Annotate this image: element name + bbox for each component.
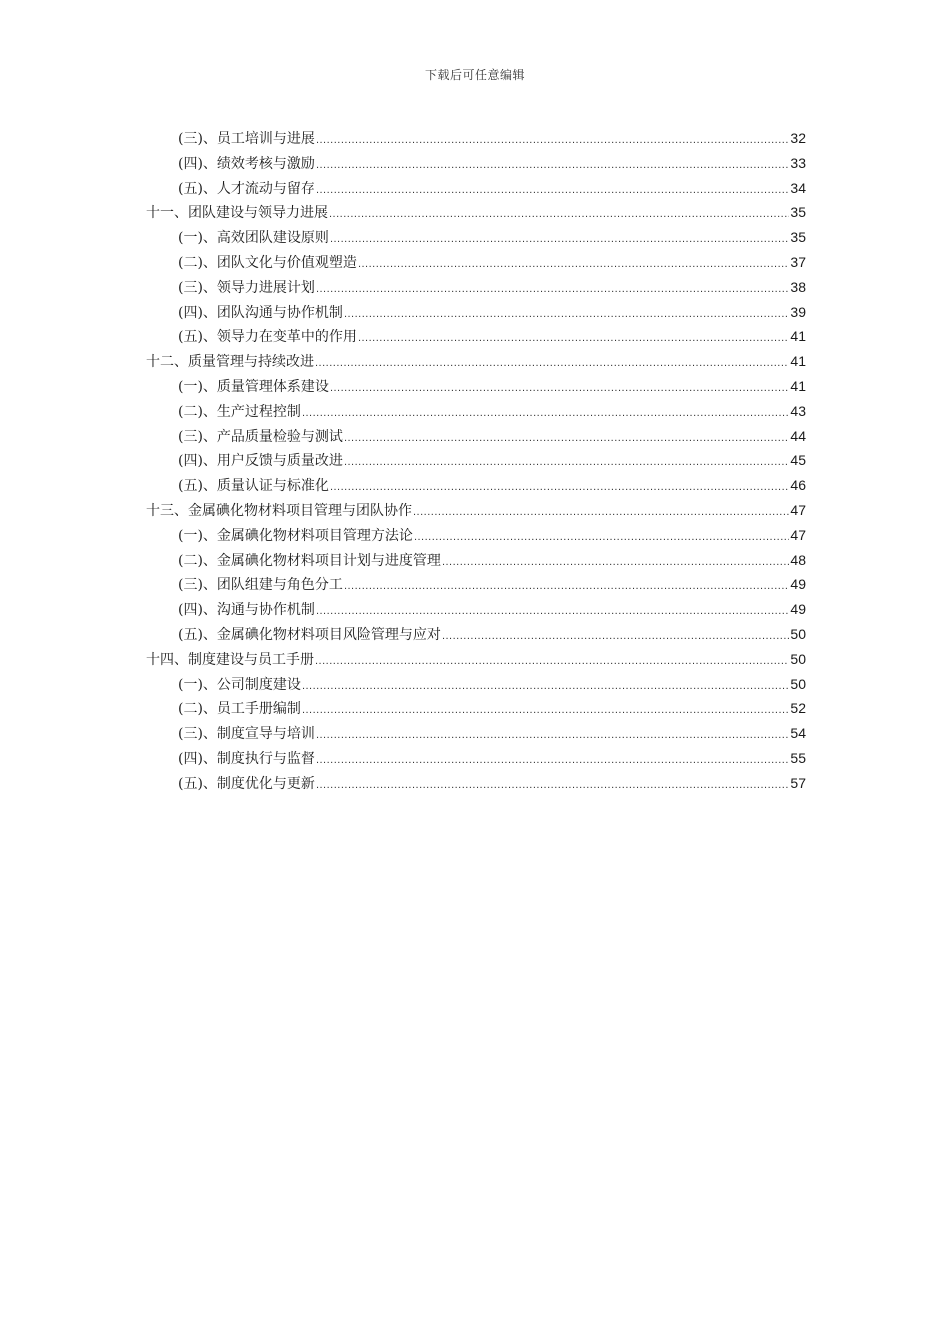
toc-entry-page[interactable]: 34 [790, 179, 806, 196]
toc-entry-page[interactable]: 43 [790, 402, 806, 419]
toc-dot-leader [413, 500, 789, 524]
toc-section-entry[interactable] [146, 498, 806, 522]
toc-entry[interactable] [178, 523, 806, 547]
toc-dot-leader [344, 450, 789, 474]
toc-dot-leader [344, 426, 789, 450]
toc-entry-title[interactable]: (四)、绩效考核与激励 [178, 155, 315, 172]
toc-entry-page[interactable]: 50 [790, 650, 806, 667]
toc-dot-leader [358, 252, 789, 276]
toc-dot-leader [315, 351, 789, 375]
toc-entry-title[interactable]: (二)、生产过程控制 [178, 403, 301, 420]
toc-dot-leader [329, 202, 789, 226]
toc-entry-title[interactable]: (二)、金属碘化物材料项目计划与进度管理 [178, 552, 441, 569]
toc-entry[interactable] [178, 572, 806, 596]
toc-entry-page[interactable]: 35 [790, 229, 806, 246]
toc-entry[interactable] [178, 746, 806, 770]
toc-entry[interactable] [178, 548, 806, 572]
toc-entry-title[interactable]: (一)、高效团队建设原则 [178, 230, 329, 247]
toc-entry[interactable] [178, 275, 806, 299]
toc-entry-title[interactable]: (四)、团队沟通与协作机制 [178, 304, 343, 321]
toc-dot-leader [414, 525, 789, 549]
toc-entry[interactable] [178, 225, 806, 249]
toc-entry[interactable] [178, 300, 806, 324]
toc-entry[interactable] [178, 771, 806, 795]
toc-entry-page[interactable]: 48 [790, 551, 806, 568]
toc-entry-page[interactable]: 47 [790, 526, 806, 543]
toc-entry[interactable] [178, 399, 806, 423]
toc-entry[interactable] [178, 250, 806, 274]
toc-entry-title[interactable]: (三)、员工培训与进展 [178, 131, 315, 147]
toc-entry-page[interactable]: 32 [790, 130, 806, 146]
toc-entry-page[interactable]: 54 [790, 725, 806, 742]
toc-entry-page[interactable]: 37 [790, 254, 806, 270]
toc-entry[interactable] [178, 473, 806, 497]
toc-entry-title[interactable]: (一)、金属碘化物材料项目管理方法论 [178, 527, 413, 544]
toc-dot-leader [442, 550, 789, 574]
toc-entry-page[interactable]: 44 [790, 427, 806, 444]
toc-entry[interactable] [178, 597, 806, 621]
toc-entry-title[interactable]: (一)、质量管理体系建设 [178, 379, 329, 395]
toc-entry[interactable] [178, 721, 806, 745]
toc-entry[interactable] [178, 424, 806, 448]
toc-entry-page[interactable]: 38 [790, 278, 806, 295]
toc-entry-title[interactable]: 十一、团队建设与领导力进展 [146, 205, 328, 222]
toc-entry[interactable] [178, 672, 806, 696]
toc-entry-page[interactable]: 41 [790, 328, 806, 345]
toc-entry-page[interactable]: 41 [790, 378, 806, 394]
toc-entry-title[interactable]: (二)、员工手册编制 [178, 701, 301, 718]
toc-entry-title[interactable]: (三)、产品质量检验与测试 [178, 428, 343, 445]
toc-entry-title[interactable]: 十三、金属碘化物材料项目管理与团队协作 [146, 503, 412, 519]
toc-entry[interactable] [178, 696, 806, 720]
toc-entry-page[interactable]: 55 [790, 750, 806, 766]
toc-dot-leader [316, 773, 789, 797]
toc-dot-leader [316, 748, 789, 772]
toc-entry[interactable] [178, 176, 806, 200]
toc-entry-page[interactable]: 57 [790, 774, 806, 791]
toc-entry-page[interactable]: 49 [790, 576, 806, 593]
toc-entry-title[interactable]: (五)、人才流动与留存 [178, 180, 315, 197]
toc-dot-leader [316, 153, 789, 177]
toc-dot-leader [302, 698, 789, 722]
toc-entry-title[interactable]: (五)、制度优化与更新 [178, 775, 315, 792]
toc-entry-page[interactable]: 47 [790, 502, 806, 518]
toc-entry-page[interactable]: 49 [790, 601, 806, 618]
toc-entry-title[interactable]: (三)、制度宣导与培训 [178, 726, 315, 743]
toc-dot-leader [330, 376, 789, 400]
toc-dot-leader [330, 475, 789, 499]
toc-entry-title[interactable]: (四)、沟通与协作机制 [178, 602, 315, 619]
toc-entry-title[interactable]: (五)、金属碘化物材料项目风险管理与应对 [178, 627, 441, 643]
toc-entry-title[interactable]: (三)、领导力进展计划 [178, 279, 315, 296]
toc-entry-page[interactable]: 41 [790, 353, 806, 370]
toc-section-entry[interactable] [146, 200, 806, 224]
toc-section-entry[interactable] [146, 349, 806, 373]
toc-entry-title[interactable]: (四)、制度执行与监督 [178, 751, 315, 767]
toc-entry-page[interactable]: 33 [790, 154, 806, 171]
toc-dot-leader [344, 302, 789, 326]
toc-dot-leader [344, 574, 789, 598]
toc-dot-leader [316, 178, 789, 202]
toc-entry[interactable] [178, 151, 806, 175]
toc-entry[interactable] [178, 448, 806, 472]
toc-dot-leader [358, 326, 789, 350]
toc-dot-leader [316, 128, 789, 152]
toc-entry-title[interactable]: (五)、质量认证与标准化 [178, 478, 329, 495]
page-header: 下载后可任意编辑 [424, 68, 525, 82]
toc-entry-title[interactable]: 十二、质量管理与持续改进 [146, 354, 314, 371]
toc-entry-title[interactable]: (五)、领导力在变革中的作用 [178, 329, 357, 346]
toc-dot-leader [316, 277, 789, 301]
toc-entry-title[interactable]: 十四、制度建设与员工手册 [146, 651, 314, 668]
toc-dot-leader [330, 227, 789, 251]
toc-entry-title[interactable]: (二)、团队文化与价值观塑造 [178, 255, 357, 271]
toc-dot-leader [315, 649, 789, 673]
toc-entry[interactable] [178, 126, 806, 150]
toc-entry[interactable] [178, 374, 806, 398]
toc-entry-page[interactable]: 35 [790, 204, 806, 221]
toc-entry-page[interactable]: 45 [790, 452, 806, 469]
toc-entry-page[interactable]: 46 [790, 477, 806, 494]
toc-entry-page[interactable]: 50 [790, 626, 806, 642]
toc-dot-leader [442, 624, 789, 648]
toc-entry-page[interactable]: 39 [790, 303, 806, 320]
toc-entry-page[interactable]: 52 [790, 700, 806, 717]
toc-section-entry[interactable] [146, 647, 806, 671]
toc-dot-leader [316, 599, 789, 623]
toc-dot-leader [302, 401, 789, 425]
toc-entry-title[interactable]: (三)、团队组建与角色分工 [178, 577, 343, 594]
toc-entry[interactable] [178, 324, 806, 348]
toc-dot-leader [302, 674, 789, 698]
toc-entry-title[interactable]: (四)、用户反馈与质量改进 [178, 453, 343, 470]
toc-dot-leader [316, 723, 789, 747]
toc-entry-title[interactable]: (一)、公司制度建设 [178, 676, 301, 693]
toc-entry-page[interactable]: 50 [790, 675, 806, 692]
toc-entry[interactable] [178, 622, 806, 646]
